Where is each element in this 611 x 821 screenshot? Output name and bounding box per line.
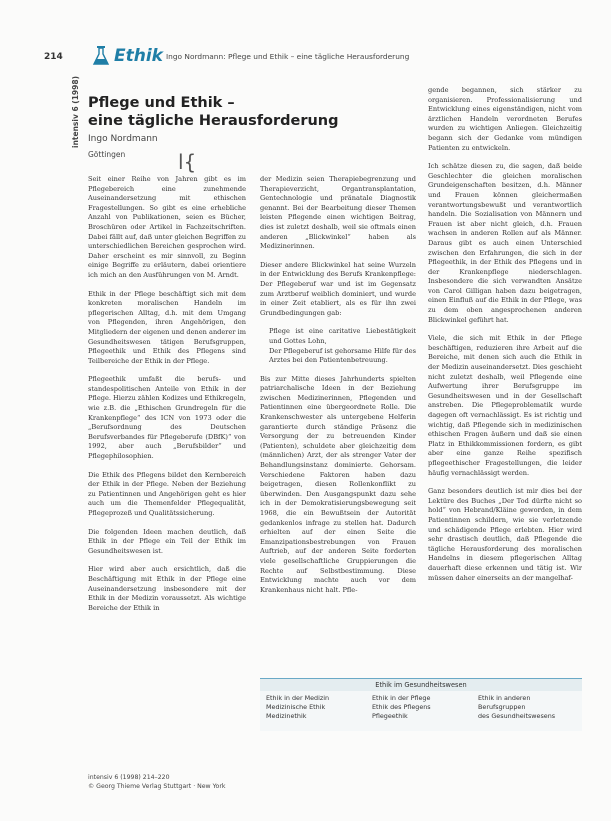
column-3: [428, 86, 582, 676]
box-column-medicine: [266, 694, 366, 721]
box-item: des Gesundheitswesens: [478, 712, 556, 720]
column-1: [88, 175, 246, 765]
box-column-nursing: [372, 694, 472, 721]
page-number: 214: [44, 52, 63, 62]
paragraph: Viele, die sich mit Ethik in der Pflege beschäftigen, reduzieren ihre Arbeit auf die Bereiche, mit denen sich auch die Ethik in der Medizin auseinandersetzt. Dies geschieht nicht zuletzt deshalb, weil Pflegende eine Aufwertung ihrer Berufsgruppe im Gesundheitswesen und in der Gesellschaft anstreben. Die Pflegeproblematik wurde dagegen oft vernachlässigt. Es ist richtig und wichtig, daß Pflegende sich in medizinischen ethischen Fragen äußern und daß sie einen Platz in Ethikkommissionen fordern, es gibt aber eine ganze Reihe spezifisch pflegeethischer Fragestellungen, die leider häufig vernachlässigt werden.: [428, 334, 582, 477]
box-item: Ethik in der Medizin: [266, 694, 330, 702]
paragraph: Seit einer Reihe von Jahren gibt es im Pflegebereich eine zunehmende Auseinandersetzung mit ethischen Fragestellungen. So gibt es eine erhebliche Anzahl von Publikationen, seien es Bücher, Broschüren oder Artikel in Fachzeitschriften. Dabei fällt auf, daß unter gleichen Begriffen zu unterschiedlichen Bereichen gesprochen wird. Daher erscheint es mir sinnvoll, zu Beginn einige Begriffe zu erläutern, dabei orientiere ich mich an den Ausführungen von M. Arndt.: [88, 175, 246, 279]
list-item: • Der Pflegeberuf ist gehorsame Hilfe für des Arztes bei den Patientenbetreuung.: [269, 347, 416, 366]
ethics-overview-box: [260, 678, 582, 731]
bullet-list: [260, 327, 416, 365]
paragraph: Die folgenden Ideen machen deutlich, daß Ethik in der Pflege ein Teil der Ethik im Gesundheitswesen ist.: [88, 527, 246, 555]
paragraph: der Medizin seien Therapiebegrenzung und Therapieverzicht, Organtransplantation, Gentechnologie und pränatale Diagnostik genannt. Bei der Bearbeitung dieser Themen leisten Pflegende einen wichtigen Beitrag, dies ist zuletzt deshalb, weil sie oftmals einen anderen „Blickwinkel“ haben als Medizinerinnen.: [260, 175, 416, 251]
paragraph: Bis zur Mitte dieses Jahrhunderts spielten patriarchalische Ideen in der Beziehung zwischen Medizinerinnen, Pflegenden und Patientinnen eine übergeordnete Rolle. Die Krankenschwester als untergebene Helferin garantierte durch ständige Präsenz die Versorgung der zu betreuenden Kinder (Patienten), schuldete aber gleichzeitig dem (männlichen) Arzt, der als strenger Vater der Behandlungsinstanz dominierte. Gehorsam. Verschiedene Faktoren haben dazu beigetragen, diesen Rollenkonflikt zu überwinden. Den Ausgangspunkt dazu sehe ich in der Demokratisierungsbewegung seit 1968, die ein Bewußtsein der Autorität gedankenlos infrage zu stellen hat. Dadurch erhielten auf der einen Seite die Emanzipationsbestrebungen von Frauen Auftrieb, auf der anderen Seite forderten viele gesellschaftliche Gruppierungen die Rechte auf Selbstbestimmung. Diese Entwicklung machte auch vor dem Krankenhaus nicht halt. Pfle-: [260, 374, 416, 594]
paragraph: Die Ethik des Pflegens bildet den Kernbereich der Ethik in der Pflege. Neben der Beziehung zu Patientinnen und Angehörigen geht es hier auch um die Themenfelder Pflegequalität, Pflegeprozeß und Qualitätssicherung.: [88, 470, 246, 517]
box-item: Medizinische Ethik: [266, 703, 326, 711]
paragraph: gende begannen, sich stärker zu organisieren. Professionalisierung und Entwicklung eines eigenständigen, nicht vom ärztlichen Handeln verordneten Berufes wurden zu wichtigen Anliegen. Gleichzeitig begann sich der Gedanke vom mündigen Patienten zu entwickeln.: [428, 86, 582, 152]
handwritten-mark: l{: [178, 150, 197, 174]
paragraph: Dieser andere Blickwinkel hat seine Wurzeln in der Entwicklung des Berufs Krankenpflege: Der Pflegeberuf war und ist im Gegensatz zum Arztberuf weiblich dominiert, und wurde in einer Zeit etabliert, als es für ihn zwei Grundbedingungen gab:: [260, 260, 416, 317]
paragraph: Ethik in der Pflege beschäftigt sich mit dem konkreten moralischen Handeln im pflegerischen Alltag, d.h. mit dem Umgang von Pflegenden, ihren Angehörigen, den Mitgliedern der eigenen und denen anderer im Gesundheitswesen tätigen Berufsgruppen, Pflegeethik und Ethik des Pflegens sind Teilbereiche der Ethik in der Pflege.: [88, 289, 246, 365]
paragraph: Pflegeethik umfaßt die berufs- und standespolitischen Anteile von Ethik in der Pflege. Hierzu zählen Kodizes und Ethikregeln, wie z.B. die „Ethischen Grundregeln für die Krankenpflege“ des ICN von 1973 oder die „Berufsordnung des Deutschen Berufsverbandes für Pflegeberufe (DBfK)“ von 1992, aber auch „Berufsbilder“ und Pflegephilosophien.: [88, 375, 246, 461]
title-line-1: Pflege und Ethik –: [88, 95, 235, 111]
running-title: Ingo Nordmann: Pflege und Ethik – eine tägliche Herausforderung: [166, 52, 410, 61]
footer-line: © Georg Thieme Verlag Stuttgart · New York: [88, 782, 226, 790]
box-title: Ethik im Gesundheitswesen: [260, 679, 582, 691]
flask-icon: [92, 46, 110, 66]
column-2: [260, 175, 416, 675]
box-item: Ethik in der Pflege: [372, 694, 431, 702]
box-column-other: [478, 694, 578, 721]
page-header: [44, 46, 564, 68]
article-title: [88, 94, 388, 130]
citation-footer: [88, 774, 258, 791]
author-name: Ingo Nordmann: [88, 134, 158, 144]
box-item: Ethik des Pflegens: [372, 703, 431, 711]
title-line-2: eine tägliche Herausforderung: [88, 113, 339, 129]
paragraph: Hier wird aber auch ersichtlich, daß die Beschäftigung mit Ethik in der Pflege eine Auseinandersetzung insbesondere mit der Ethik in der Medizin voraussetzt. Als wichtige Bereiche der Ethik in: [88, 565, 246, 612]
paragraph: Ganz besonders deutlich ist mir dies bei der Lektüre des Buches „Der Tod dürfte nicht so hold“ von Hebrand/Kläine geworden, in dem Patientinnen schildern, wie sie verletzende und schädigende Pflege erlebten. Hier wird sehr drastisch deutlich, daß Pflegende die tägliche Herausforderung des moralischen Handelns in diesem pflegerischen Alltag dauerhaft diese erkennen und tätig ist. Wir müssen daher einerseits an der mangelhaf-: [428, 487, 582, 582]
section-title: Ethik: [114, 46, 163, 66]
box-item: Pflegeethik: [372, 712, 408, 720]
box-item: Medizinethik: [266, 712, 307, 720]
box-item: Berufsgruppen: [478, 703, 526, 711]
author-city: Göttingen: [88, 150, 126, 159]
box-item: Ethik in anderen: [478, 694, 531, 702]
side-journal-label: intensiv 6 (1998): [71, 75, 80, 148]
footer-line: intensiv 6 (1998) 214–220: [88, 774, 170, 781]
list-item: • Pflege ist eine caritative Liebestätigkeit und Gottes Lohn,: [269, 327, 416, 346]
paragraph: Ich schätze diesen zu, die sagen, daß beide Geschlechter die gleichen moralischen Grundeigenschaften besitzen, d.h. Männer und Frauen können gleichermaßen verantwortungsbewußt und verantwortlich handeln. Die Sozialisation von Männern und Frauen ist aber nicht gleich, d.h. Frauen wachsen in anderen Rollen auf als Männer. Daraus gibt es auch einen Unterschied zwischen den Erfahrungen, die sich in der Pflegeethik, in der Ethik des Pflegens und in der Krankenpflege niederschlagen. Insbesondere die sich verwandten Ansätze von Carol Gilligan haben dazu beigetragen, einen Einfluß auf die Ethik in der Pflege, was zu dem oben angesprochenen anderen Blickwinkel geführt hat.: [428, 162, 582, 324]
